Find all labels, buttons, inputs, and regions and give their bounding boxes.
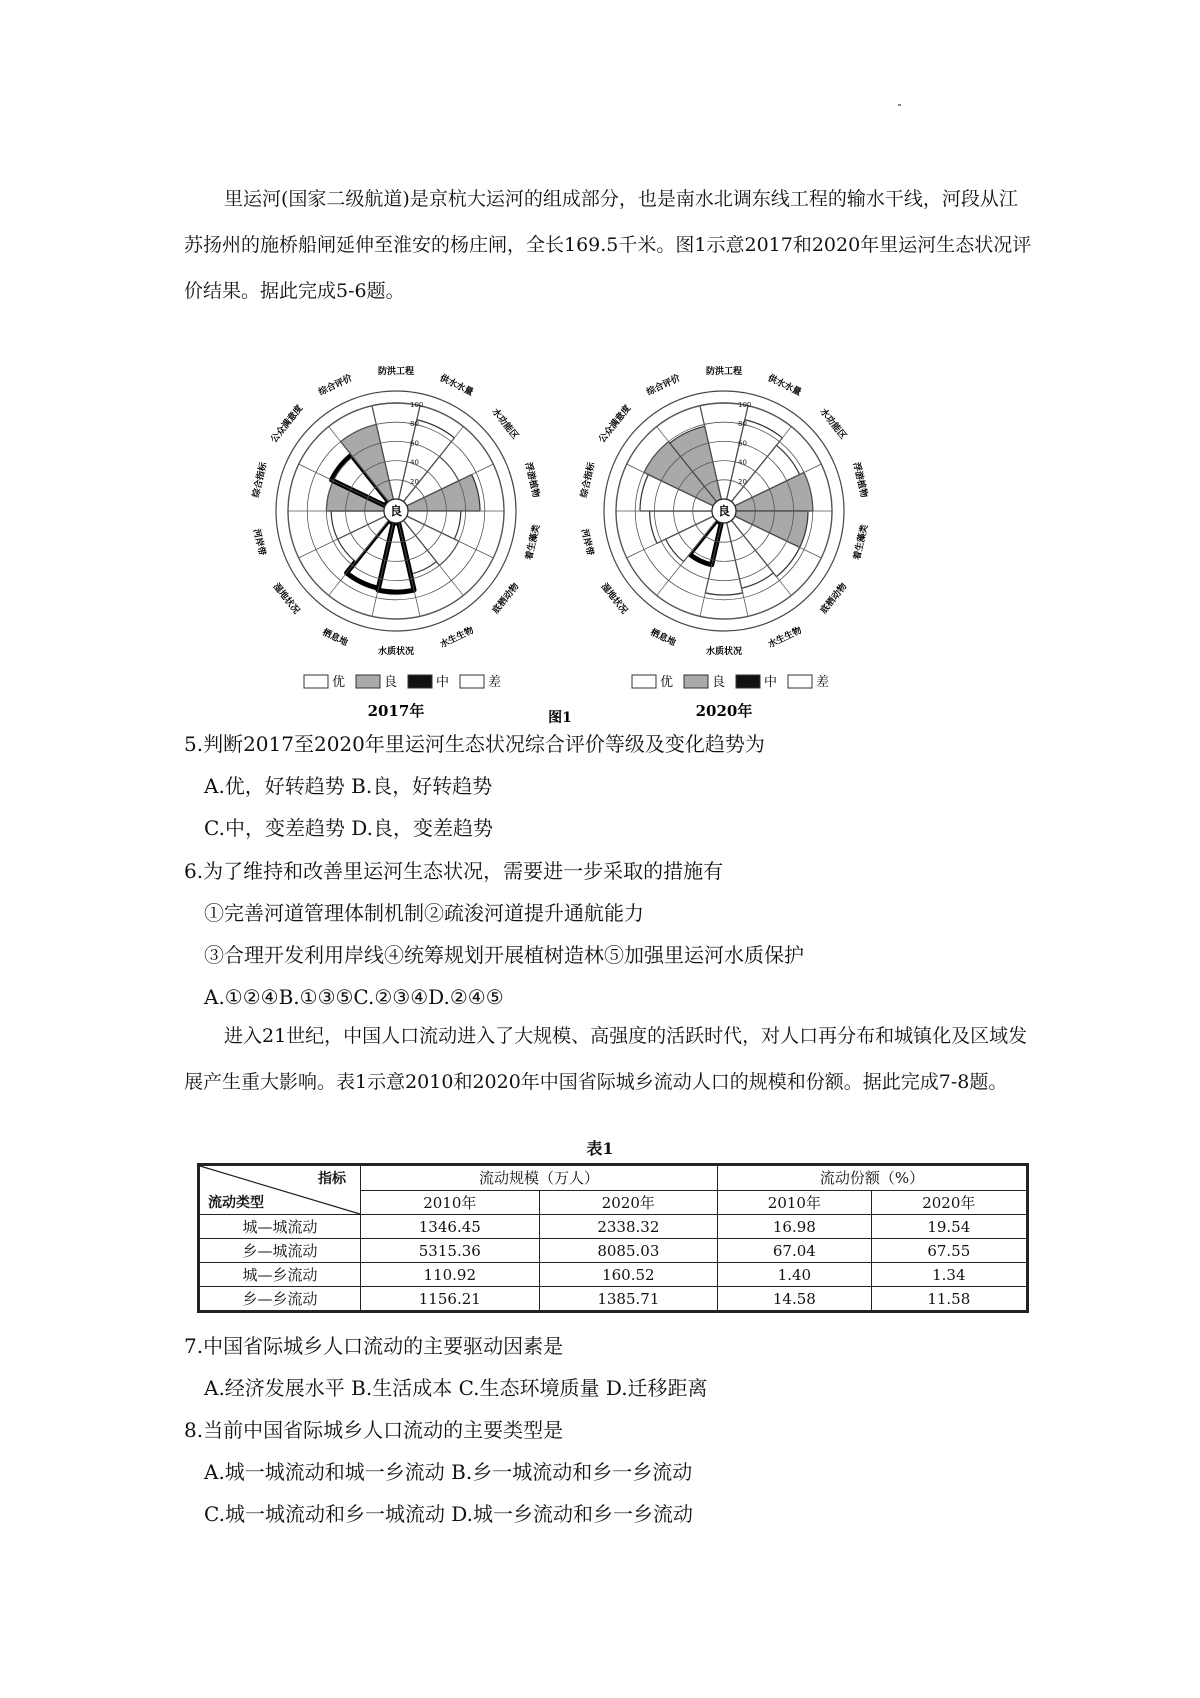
category-label: 湿地状况: [598, 581, 629, 617]
ring-tick-label: 80: [738, 420, 747, 429]
cell: 1385.71: [539, 1287, 718, 1312]
category-label: 防洪工程: [377, 367, 415, 377]
legend-swatch: [736, 675, 760, 688]
cell: 16.98: [718, 1215, 872, 1239]
row-type: 城—乡流动: [199, 1263, 361, 1287]
center-grade-label: 良: [717, 504, 731, 518]
category-label: 综合指标: [579, 461, 598, 499]
group-header-share: 流动份额（%）: [718, 1165, 1028, 1191]
figure-caption: 图1: [548, 710, 572, 726]
question-5-options-ab: A.优，好转趋势 B.良，好转趋势: [204, 774, 493, 798]
group-header-scale: 流动规模（万人）: [361, 1165, 718, 1191]
intro-passage-1-text: 里运河(国家二级航道)是京杭大运河的组成部分，也是南水北调东线工程的输水干线，河段从江苏扬州的施桥船闸延伸至淮安的杨庄闸，全长169.5千米。图1示意2017和2020年里运河生态状况评价结果。据此完成5-6题。: [184, 188, 1032, 302]
ring-tick-label: 80: [410, 420, 419, 429]
category-label: 水生生物: [766, 625, 804, 651]
legend-swatch: [408, 675, 432, 688]
cell: 2338.32: [539, 1215, 718, 1239]
migration-table: [197, 1163, 1029, 1313]
row-type: 城—城流动: [199, 1215, 361, 1239]
legend-swatch: [304, 675, 328, 688]
legend-swatch: [632, 675, 656, 688]
cell: 14.58: [718, 1287, 872, 1312]
ring-tick-label: 20: [738, 477, 747, 486]
corner-indicator-label: 指标: [318, 1171, 346, 1187]
legend-label: 差: [488, 675, 502, 690]
year-header: 2010年: [361, 1190, 540, 1215]
category-label: 防洪工程: [705, 367, 743, 377]
intro-passage-2: [184, 1013, 1036, 1105]
row-type: 乡—城流动: [199, 1239, 361, 1263]
question-5-options-cd: C.中，变差趋势 D.良，变差趋势: [204, 816, 493, 840]
category-label: 着生藻类: [852, 523, 871, 562]
category-label: 水生生物: [438, 625, 476, 651]
category-label: 供水水量: [437, 373, 475, 399]
rose-charts: [250, 326, 930, 726]
ring-tick-label: 100: [410, 401, 424, 409]
table-caption: 表1: [586, 1139, 614, 1158]
cell: 5315.36: [361, 1239, 540, 1263]
legend-swatch: [684, 675, 708, 688]
table-corner-cell: [199, 1165, 361, 1215]
legend-label: 差: [816, 675, 830, 690]
year-header: 2020年: [539, 1190, 718, 1215]
legend-label: 优: [332, 675, 346, 690]
ring-tick-label: 20: [410, 477, 419, 486]
ring-tick-label: 40: [738, 458, 747, 467]
table-row: [199, 1239, 1028, 1263]
legend-swatch: [356, 675, 380, 688]
category-label: 公众满意度: [597, 403, 634, 446]
category-label: 湿地状况: [270, 581, 301, 617]
category-label: 综合评价: [645, 373, 683, 399]
category-label: 浮游植物: [850, 461, 869, 499]
category-label: 浮游植物: [522, 461, 541, 499]
year-header: 2020年: [871, 1190, 1027, 1215]
category-label: 栖息地: [320, 627, 350, 649]
ring-tick-label: 60: [738, 439, 747, 448]
category-label: 公众满意度: [269, 403, 306, 446]
legend-label: 中: [436, 675, 450, 690]
legend-label: 中: [764, 675, 778, 690]
question-8-options-ab: A.城一城流动和城一乡流动 B.乡一城流动和乡一乡流动: [204, 1460, 693, 1484]
category-label: 河岸带: [250, 528, 267, 557]
question-6-options: A.①②④B.①③⑤C.②③④D.②④⑤: [204, 985, 504, 1009]
ring-tick-label: 100: [738, 401, 752, 409]
year-header: 2010年: [718, 1190, 872, 1215]
cell: 160.52: [539, 1263, 718, 1287]
cell: 67.55: [871, 1239, 1027, 1263]
category-label: 供水水量: [765, 373, 803, 399]
intro-passage-2-text: 进入21世纪，中国人口流动进入了大规模、高强度的活跃时代，对人口再分布和城镇化及区域发展产生重大影响。表1示意2010和2020年中国省际城乡流动人口的规模和份额。据此完成7-8题。: [184, 1025, 1028, 1093]
cell: 110.92: [361, 1263, 540, 1287]
question-8-stem: 8.当前中国省际城乡人口流动的主要类型是: [184, 1418, 564, 1442]
question-6-stem: 6.为了维持和改善里运河生态状况，需要进一步采取的措施有: [184, 859, 724, 883]
cell: 1.34: [871, 1263, 1027, 1287]
intro-passage-1: [184, 176, 1036, 314]
scan-speck: [898, 104, 901, 106]
cell: 11.58: [871, 1287, 1027, 1312]
row-type: 乡—乡流动: [199, 1287, 361, 1312]
question-6-statements-1: ①完善河道管理体制机制②疏浚河道提升通航能力: [204, 901, 644, 925]
table-row: [199, 1263, 1028, 1287]
chart-year-label: 2020年: [695, 702, 753, 720]
cell: 1346.45: [361, 1215, 540, 1239]
question-6-statements-2: ③合理开发利用岸线④统筹规划开展植树造林⑤加强里运河水质保护: [204, 943, 804, 967]
cell: 19.54: [871, 1215, 1027, 1239]
category-label: 综合指标: [251, 461, 270, 499]
category-label: 河岸带: [578, 528, 595, 557]
question-7-options: A.经济发展水平 B.生活成本 C.生态环境质量 D.迁移距离: [204, 1376, 708, 1400]
question-5-stem: 5.判断2017至2020年里运河生态状况综合评价等级及变化趋势为: [184, 732, 765, 756]
legend-label: 优: [660, 675, 674, 690]
category-label: 综合评价: [317, 373, 355, 399]
chart-year-label: 2017年: [367, 702, 425, 720]
ring-tick-label: 40: [410, 458, 419, 467]
category-label: 着生藻类: [524, 523, 543, 562]
cell: 1156.21: [361, 1287, 540, 1312]
center-grade-label: 良: [389, 504, 403, 518]
ring-tick-label: 60: [410, 439, 419, 448]
category-label: 水质状况: [705, 647, 743, 657]
category-label: 底栖动物: [819, 581, 850, 617]
category-label: 水功能区: [489, 407, 520, 442]
cell: 1.40: [718, 1263, 872, 1287]
table-row: [199, 1215, 1028, 1239]
legend-swatch: [788, 675, 812, 688]
legend-label: 良: [712, 675, 726, 690]
question-7-stem: 7.中国省际城乡人口流动的主要驱动因素是: [184, 1334, 564, 1358]
legend-swatch: [460, 675, 484, 688]
category-label: 水质状况: [377, 647, 415, 657]
table-row: [199, 1287, 1028, 1312]
category-label: 水功能区: [817, 407, 848, 442]
category-label: 栖息地: [648, 627, 678, 649]
cell: 67.04: [718, 1239, 872, 1263]
figure-1: [250, 326, 930, 726]
question-8-options-cd: C.城一城流动和乡一城流动 D.城一乡流动和乡一乡流动: [204, 1502, 693, 1526]
category-label: 底栖动物: [491, 581, 522, 617]
legend-label: 良: [384, 675, 398, 690]
cell: 8085.03: [539, 1239, 718, 1263]
corner-type-label: 流动类型: [208, 1195, 264, 1211]
